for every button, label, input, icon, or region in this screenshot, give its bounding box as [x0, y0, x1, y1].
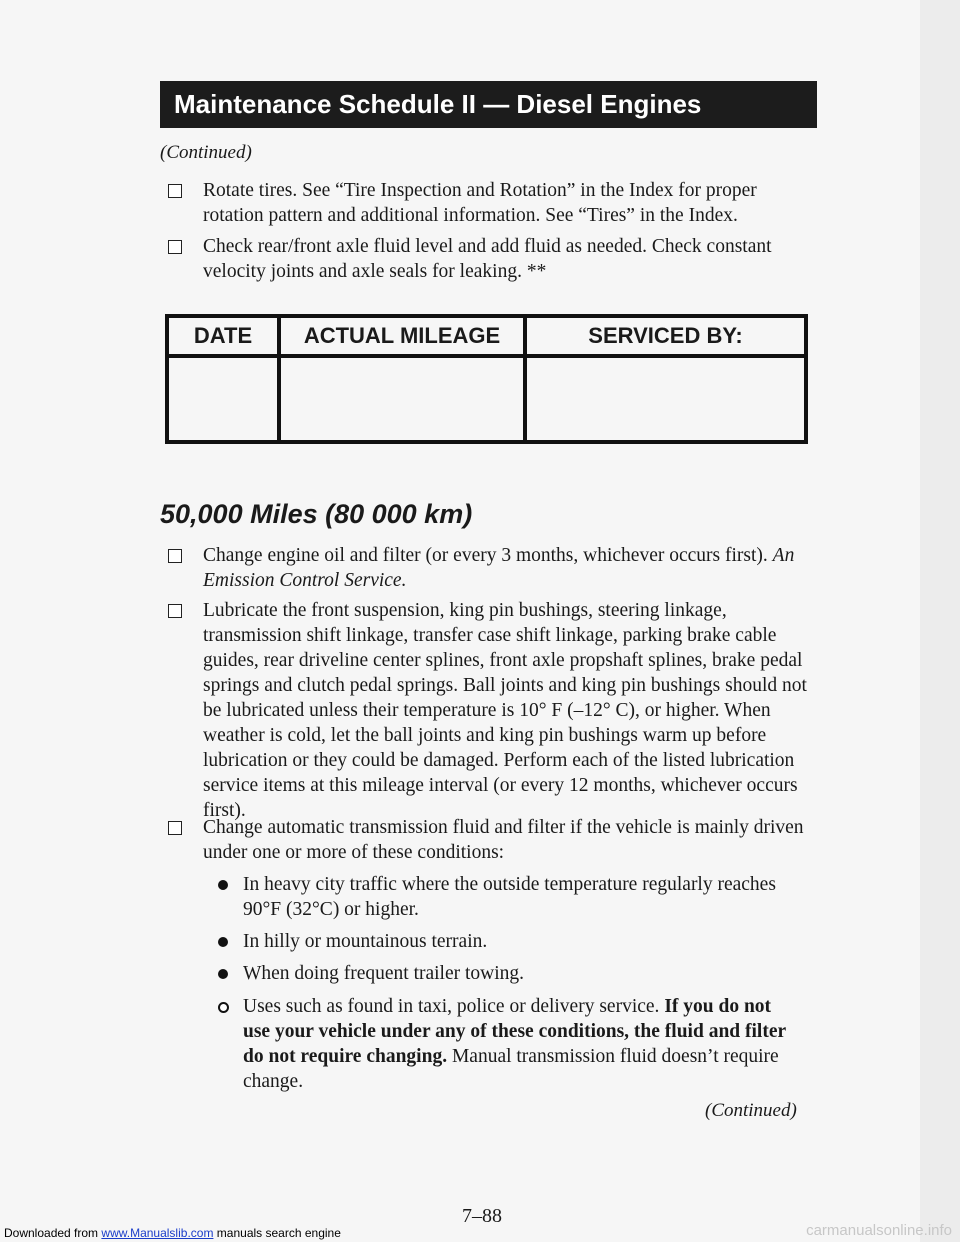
watermark: carmanualsonline.info — [806, 1222, 952, 1239]
section-header-band — [160, 81, 817, 128]
checklist-item — [168, 543, 818, 593]
checkbox-icon — [168, 604, 182, 618]
checklist-item — [168, 178, 818, 228]
bullet-item — [218, 994, 798, 1094]
checkbox-icon — [168, 821, 182, 835]
bullet-item — [218, 872, 798, 922]
checklist-item — [168, 234, 818, 284]
checklist-item-text: Check rear/front axle fluid level and add fluid as needed. Check constant velocity joints and axle seals for leaking. ** — [203, 236, 772, 282]
bullet-icon — [218, 880, 228, 890]
checkbox-icon — [168, 184, 182, 198]
bullet-item-text: When doing frequent trailer towing. — [243, 963, 525, 984]
service-record-table — [165, 314, 808, 444]
checklist-item-text: Rotate tires. See “Tire Inspection and Rotation” in the Index for proper rotation pattern and additional information. See “Tires” in the Index. — [203, 180, 757, 226]
bullet-item-text: In heavy city traffic where the outside temperature regularly reaches 90°F (32°C) or higher. — [243, 874, 776, 920]
bullet-icon — [218, 937, 228, 947]
date-cell — [167, 356, 279, 442]
continued-label-top: (Continued) — [160, 142, 252, 163]
checklist-item-text: Lubricate the front suspension, king pin bushings, steering linkage, transmission shift linkage, transfer case shift linkage, parking brake cable guides, rear driveline center splines, front axle propshaft splines, brake pedal springs and clutch pedal springs. Ball joints and king pin bushings should not be lubricated unless their temperature is 10° F (–12° C), or higher. When weather is cold, let the ball joints and king pin bushings warm up before lubrication or they could be damaged. Perform each of the listed lubrication service items at this mileage interval (or every 12 months, whichever occurs first). — [203, 600, 807, 821]
bullet-item-text: In hilly or mountainous terrain. — [243, 931, 488, 952]
column-header-serviced-by: SERVICED BY: — [525, 316, 806, 356]
section-title: 50,000 Miles (80 000 km) — [160, 499, 473, 529]
bullet-icon — [218, 1002, 229, 1013]
column-header-mileage: ACTUAL MILEAGE — [279, 316, 525, 356]
download-footer: Downloaded from www.Manualslib.com manuals search engine — [4, 1226, 341, 1240]
mileage-cell — [279, 356, 525, 442]
table-row — [167, 356, 806, 442]
bullet-item — [218, 929, 798, 954]
column-header-date: DATE — [167, 316, 279, 356]
checklist-item-text: Change engine oil and filter (or every 3 months, whichever occurs first). An Emission Control Service. — [203, 545, 795, 591]
bullet-item — [218, 961, 798, 986]
bullet-icon — [218, 969, 228, 979]
checklist-item — [168, 815, 818, 865]
manualslib-link[interactable]: www.Manualslib.com — [101, 1226, 214, 1240]
checklist-item-text: Change automatic transmission fluid and filter if the vehicle is mainly driven under one or more of these conditions: — [203, 817, 804, 863]
table-header-row — [167, 316, 806, 356]
page-title: Maintenance Schedule II — Diesel Engines — [174, 89, 702, 119]
bold-note: If you do not use your vehicle under any of these conditions, the fluid and filter do not require changing. — [243, 996, 786, 1067]
page-number: 7–88 — [462, 1205, 502, 1227]
serviced-by-cell — [525, 356, 806, 442]
bullet-item-text: Uses such as found in taxi, police or delivery service. If you do not use your vehicle under any of these conditions, the fluid and filter do not require changing. Manual transmission fluid doesn’t require change. — [243, 996, 786, 1092]
continued-label-bottom: (Continued) — [705, 1100, 797, 1121]
emission-note: An Emission Control Service. — [203, 545, 795, 591]
checkbox-icon — [168, 240, 182, 254]
checklist-item — [168, 598, 818, 823]
checkbox-icon — [168, 549, 182, 563]
